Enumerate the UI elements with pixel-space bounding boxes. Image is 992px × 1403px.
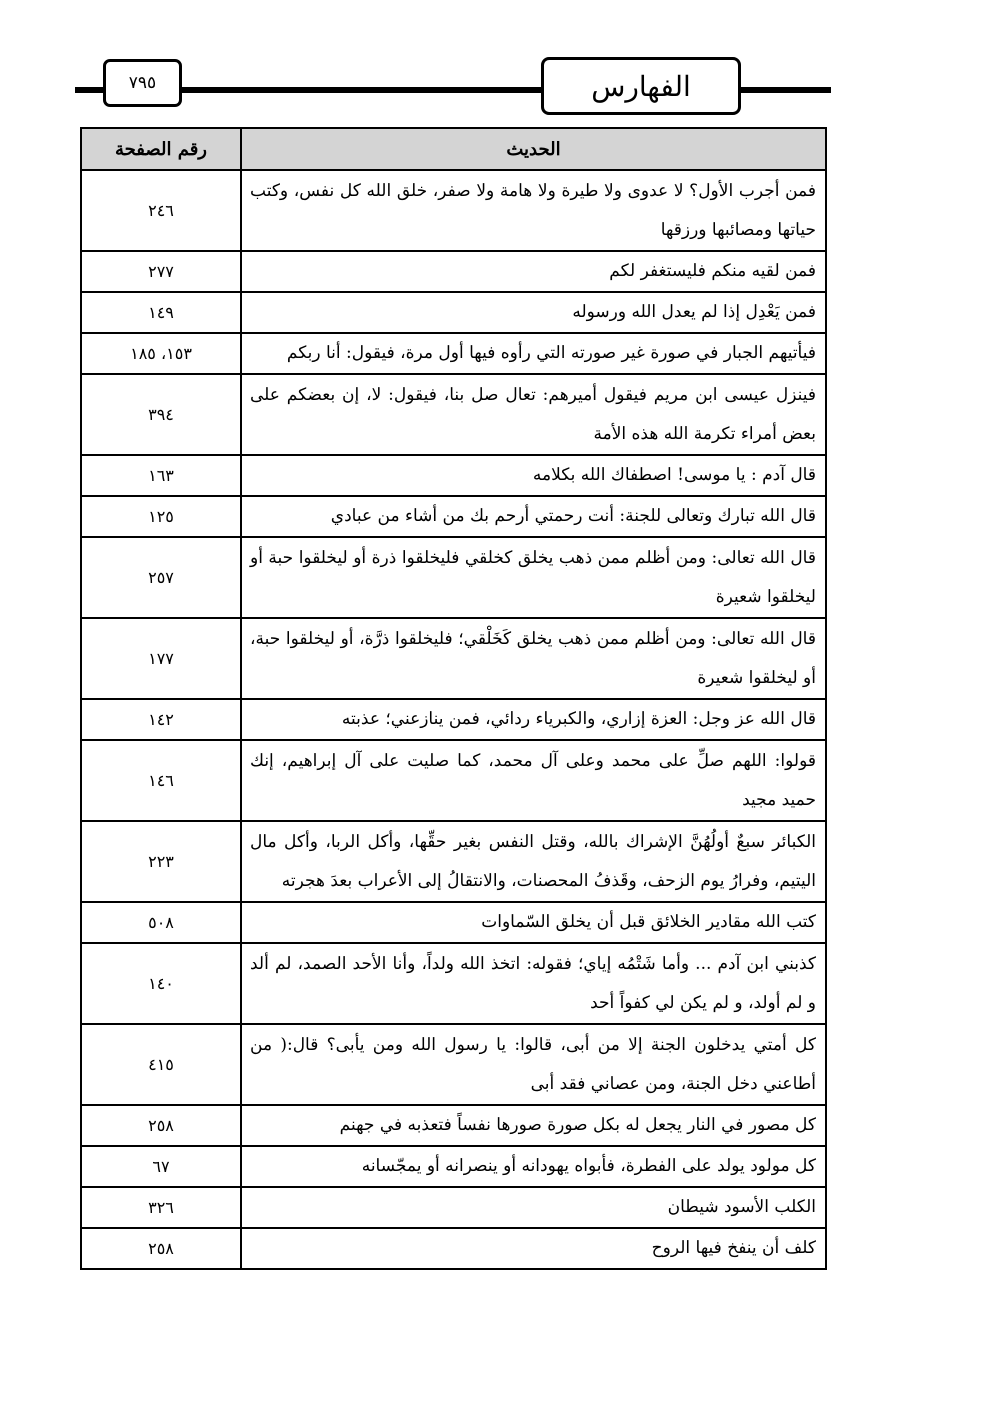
page-reference: ٢٧٧ bbox=[81, 251, 241, 292]
hadith-text: فيأتيهم الجبار في صورة غير صورته التي رأوه فيها أول مرة، فيقول: أنا ربكم bbox=[241, 333, 826, 374]
page-reference: ١٤٢ bbox=[81, 699, 241, 740]
table-row bbox=[81, 1228, 826, 1269]
hadith-text: قال آدم : يا موسى! اصطفاك الله بكلامه bbox=[241, 455, 826, 496]
page-reference: ١٦٣ bbox=[81, 455, 241, 496]
page-reference: ٥٠٨ bbox=[81, 902, 241, 943]
hadith-text: الكلب الأسود شيطان bbox=[241, 1187, 826, 1228]
table-body bbox=[81, 170, 826, 1269]
table-row bbox=[81, 1187, 826, 1228]
hadith-text: قال الله تعالى: ومن أظلم ممن ذهب يخلق كخلقي فليخلقوا ذرة أو ليخلقوا حبة أو ليخلقوا شعيرة bbox=[241, 537, 826, 618]
page-reference: ٢٥٨ bbox=[81, 1228, 241, 1269]
hadith-index-table bbox=[80, 127, 827, 1270]
page-column-header: رقم الصفحة bbox=[81, 128, 241, 170]
hadith-text: كل أمتي يدخلون الجنة إلا من أبى، قالوا: يا رسول الله ومن يأبى؟ قال:( من أطاعني دخل الجنة، ومن عصاني فقد أبى bbox=[241, 1024, 826, 1105]
table-row bbox=[81, 943, 826, 1024]
page-reference: ٢٥٧ bbox=[81, 537, 241, 618]
page-reference: ١٢٥ bbox=[81, 496, 241, 537]
page-reference: ١٥٣، ١٨٥ bbox=[81, 333, 241, 374]
page-header bbox=[0, 0, 992, 125]
page-reference: ٣٩٤ bbox=[81, 374, 241, 455]
hadith-text: فمن أجرب الأول؟ لا عدوى ولا طيرة ولا هامة ولا صفر، خلق الله كل نفس، وكتب حياتها ومصائبها ورزقها bbox=[241, 170, 826, 251]
table-row bbox=[81, 699, 826, 740]
hadith-text: فمن يَعْدِل إذا لم يعدل الله ورسوله bbox=[241, 292, 826, 333]
hadith-text: قولوا: اللهم صلِّ على محمد وعلى آل محمد، كما صليت على آل إبراهيم، إنك حميد مجيد bbox=[241, 740, 826, 821]
page-reference: ٢٥٨ bbox=[81, 1105, 241, 1146]
table-row bbox=[81, 902, 826, 943]
hadith-text: كتب الله مقادير الخلائق قبل أن يخلق السّماوات bbox=[241, 902, 826, 943]
page-reference: ١٤٦ bbox=[81, 740, 241, 821]
table-row bbox=[81, 170, 826, 251]
table-row bbox=[81, 821, 826, 902]
table-row bbox=[81, 251, 826, 292]
page-number: ٧٩٥ bbox=[103, 59, 182, 107]
hadith-text: كلف أن ينفخ فيها الروح bbox=[241, 1228, 826, 1269]
table-row bbox=[81, 292, 826, 333]
table-header-row bbox=[81, 128, 826, 170]
page-reference: ١٧٧ bbox=[81, 618, 241, 699]
page-reference: ١٤٠ bbox=[81, 943, 241, 1024]
hadith-text: قال الله تعالى: ومن أظلم ممن ذهب يخلق كَخَلْقي؛ فليخلقوا ذرَّة، أو ليخلقوا حبة، أو ليخلقوا شعيرة bbox=[241, 618, 826, 699]
table-row bbox=[81, 618, 826, 699]
page-reference: ١٤٩ bbox=[81, 292, 241, 333]
table-row bbox=[81, 1105, 826, 1146]
hadith-column-header: الحديث bbox=[241, 128, 826, 170]
hadith-text: كذبني ابن آدم ... وأما شَتْمُه إياي؛ فقوله: اتخذ الله ولداً، وأنا الأحد الصمد، لم ألد و لم أولد، و لم يكن لي كفواً أحد bbox=[241, 943, 826, 1024]
table-row bbox=[81, 374, 826, 455]
hadith-text: فينزل عيسى ابن مريم فيقول أميرهم: تعال صل بنا، فيقول: لا، إن بعضكم على بعض أمراء تكرمة الله هذه الأمة bbox=[241, 374, 826, 455]
page-reference: ٢٤٦ bbox=[81, 170, 241, 251]
table-row bbox=[81, 333, 826, 374]
table-row bbox=[81, 496, 826, 537]
hadith-text: كل مصور في النار يجعل له بكل صورة صورها نفساً فتعذبه في جهنم bbox=[241, 1105, 826, 1146]
table-row bbox=[81, 1024, 826, 1105]
hadith-text: كل مولود يولد على الفطرة، فأبواه يهودانه أو ينصرانه أو يمجّسانه bbox=[241, 1146, 826, 1187]
page-reference: ٣٢٦ bbox=[81, 1187, 241, 1228]
hadith-text: قال الله عز وجل: العزة إزاري، والكبرياء ردائي، فمن ينازعني؛ عذبته bbox=[241, 699, 826, 740]
section-title: الفهارس bbox=[541, 57, 741, 115]
hadith-text: قال الله تبارك وتعالى للجنة: أنت رحمتي أرحم بك من أشاء من عبادي bbox=[241, 496, 826, 537]
table-row bbox=[81, 1146, 826, 1187]
hadith-text: فمن لقيه منكم فليستغفر لكم bbox=[241, 251, 826, 292]
page-reference: ٤١٥ bbox=[81, 1024, 241, 1105]
table-row bbox=[81, 740, 826, 821]
hadith-text: الكبائر سبعٌ أولُهُنَّ الإشراك بالله، وقتل النفس بغير حقِّها، وأكل الربا، وأكل مال اليتيم، وفرارُ يوم الزحف، وقَذفُ المحصنات، والانتقالُ إلى الأعراب بعدَ هجرته bbox=[241, 821, 826, 902]
table-row bbox=[81, 455, 826, 496]
table-row bbox=[81, 537, 826, 618]
page-reference: ٢٢٣ bbox=[81, 821, 241, 902]
page-reference: ٦٧ bbox=[81, 1146, 241, 1187]
